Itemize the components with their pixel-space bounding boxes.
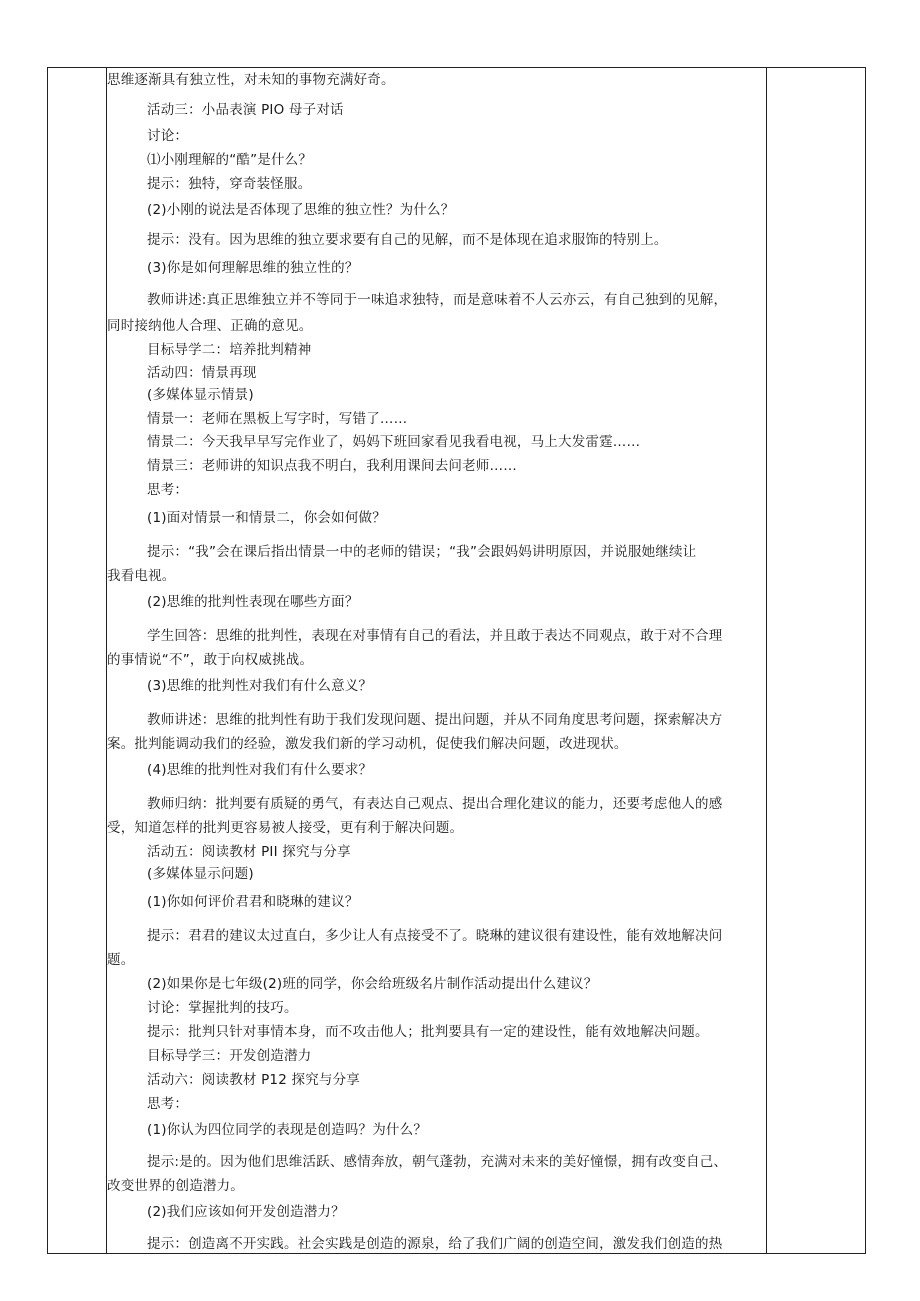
- text-line: (多媒体显示情景): [147, 387, 254, 403]
- text-line: 提示：批判只针对事情本身，而不攻击他人；批判要具有一定的建设性，能有效地解决问题。: [147, 1024, 709, 1040]
- text-line: 学生回答：思维的批判性，表现在对事情有自己的看法，并且敢于表达不同观点，敢于对不合理: [147, 628, 723, 644]
- text-line: (3)你是如何理解思维的独立性的？: [147, 260, 359, 276]
- text-line: ⑴小刚理解的“酷”是什么？: [147, 152, 313, 168]
- text-line: 活动三：小品表演 PIO 母子对话: [147, 102, 344, 118]
- text-line: (2)我们应该如何开发创造潜力？: [147, 1204, 345, 1220]
- text-line: 案。批判能调动我们的经验，激发我们新的学习动机，促使我们解决问题，改进现状。: [107, 736, 628, 752]
- text-line: (1)你认为四位同学的表现是创造吗？为什么？: [147, 1122, 428, 1138]
- text-line: 改变世界的创造潜力。: [107, 1178, 244, 1194]
- text-line: (多媒体显示问题): [147, 866, 254, 882]
- text-line: 提示：创造离不开实践。社会实践是创造的源泉，给了我们广阔的创造空间，激发我们创造的热: [147, 1236, 723, 1252]
- text-line: 的事情说“不”，敢于向权威挑战。: [107, 652, 314, 668]
- text-line: (4)思维的批判性对我们有什么要求？: [147, 762, 373, 778]
- text-line: 提示：君君的建议太过直白，多少让人有点接受不了。晓琳的建议很有建设性，能有效地解决问: [147, 928, 723, 944]
- text-line: (3)思维的批判性对我们有什么意义？: [147, 678, 373, 694]
- text-line: 情景三：老师讲的知识点我不明白，我利用课间去问老师……: [147, 458, 517, 474]
- text-line: 提示：没有。因为思维的独立要求要有自己的见解，而不是体现在追求服饰的特别上。: [147, 232, 668, 248]
- text-line: 提示:是的。因为他们思维活跃、感情奔放，朝气蓬勃，充满对未来的美好憧憬，拥有改变自己、: [147, 1154, 728, 1170]
- text-line: 活动五：阅读教材 PII 探究与分享: [147, 844, 351, 860]
- text-line: (2)小刚的说法是否体现了思维的独立性？为什么？: [147, 202, 455, 218]
- text-line: 讨论：: [147, 128, 189, 144]
- text-line: 情景一：老师在黑板上写字时，写错了……: [147, 411, 408, 427]
- text-line: 教师讲述：思维的批判性有助于我们发现问题、提出问题，并从不同角度思考问题，探索解决方: [147, 712, 723, 728]
- text-line: 情景二：今天我早早写完作业了，妈妈下班回家看见我看电视，马上大发雷霆……: [147, 434, 641, 450]
- text-line: 目标导学二：培养批判精神: [147, 342, 312, 358]
- table-column-divider-right: [766, 67, 767, 1254]
- text-line: (2)思维的批判性表现在哪些方面？: [147, 594, 359, 610]
- text-line: 讨论：掌握批判的技巧。: [147, 1000, 298, 1016]
- text-line: 活动六：阅读教材 P12 探究与分享: [147, 1072, 361, 1088]
- text-line: 教师讲述:真正思维独立并不等同于一味追求独特，而是意味着不人云亦云，有自己独到的见解，: [147, 292, 728, 308]
- text-line: 思考：: [147, 1096, 189, 1112]
- text-line: 提示：独特，穿奇装怪服。: [147, 176, 312, 192]
- text-line: (1)面对情景一和情景二，你会如何做？: [147, 510, 386, 526]
- text-line: (2)如果你是七年级(2)班的同学，你会给班级名片制作活动提出什么建议？: [147, 976, 598, 992]
- text-line: 活动四：情景再现: [147, 365, 257, 381]
- text-line: 思考：: [147, 482, 189, 498]
- text-line: 受，知道怎样的批判更容易被人接受，更有利于解决问题。: [107, 820, 464, 836]
- text-line: 提示：“我”会在课后指出情景一中的老师的错误；“我”会跟妈妈讲明原因，并说服她继续让: [147, 544, 697, 560]
- text-line: 我看电视。: [107, 568, 176, 584]
- text-line: 同时接纳他人合理、正确的意见。: [107, 318, 313, 334]
- text-line: 题。: [107, 952, 135, 968]
- text-line: 目标导学三：开发创造潜力: [147, 1048, 312, 1064]
- text-line: 教师归纳：批判要有质疑的勇气，有表达自己观点、提出合理化建议的能力，还要考虑他人的感: [147, 796, 723, 812]
- text-line: 思维逐渐具有独立性，对未知的事物充满好奇。: [107, 72, 395, 88]
- text-line: (1)你如何评价君君和晓琳的建议？: [147, 894, 359, 910]
